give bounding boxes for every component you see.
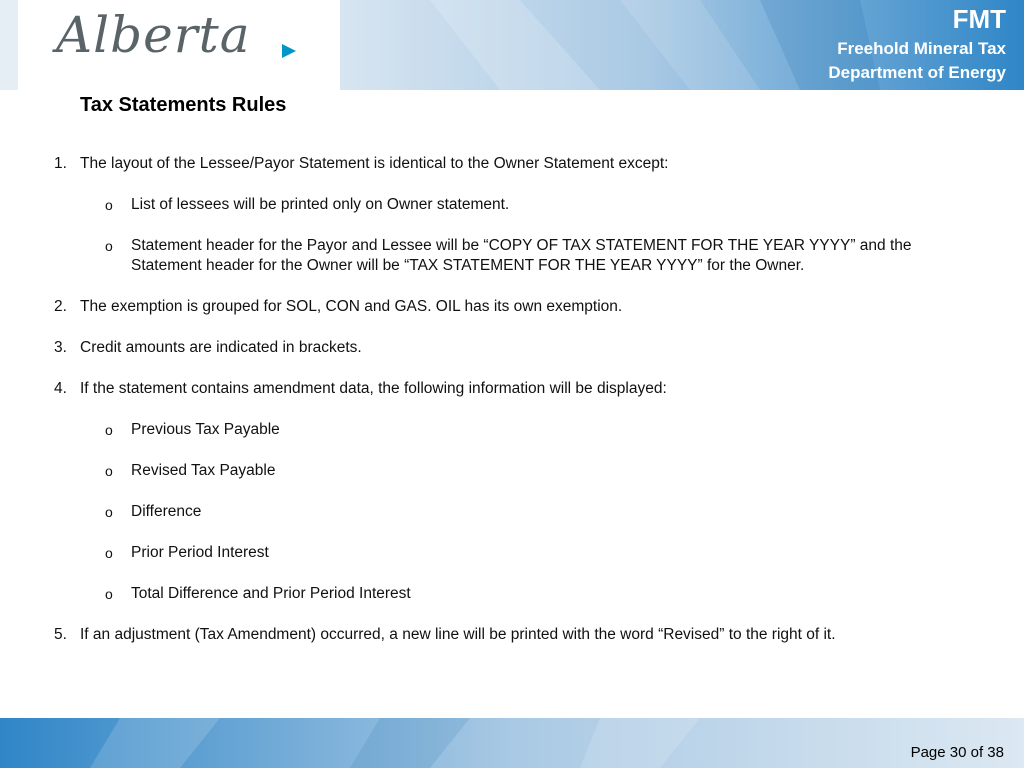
subitem-text: Difference [131,503,202,520]
bullet-icon: o [105,463,113,479]
rule-4-subitem-2 [105,461,931,481]
rule-text: The layout of the Lessee/Payor Statement is identical to the Owner Statement except: [80,155,669,172]
bullet-icon: o [105,238,113,254]
rule-1-subitem-1 [105,195,931,215]
rule-item-3 [54,338,954,358]
rule-4-subitem-4 [105,543,931,563]
fmt-subtitle-line2: Department of Energy [828,63,1006,82]
rule-text: If an adjustment (Tax Amendment) occurred, a new line will be printed with the word “Revised” to the right of it. [80,626,836,643]
page-number: Page 30 of 38 [910,744,1004,761]
rule-number: 3. [54,339,67,356]
rule-text: If the statement contains amendment data, the following information will be displayed: [80,380,667,397]
rule-item-5 [54,625,954,645]
subitem-text: Total Difference and Prior Period Interest [131,585,411,602]
fmt-title: FMT [952,4,1006,34]
bullet-icon: o [105,504,113,520]
rule-text: The exemption is grouped for SOL, CON and GAS. OIL has its own exemption. [80,298,623,315]
rule-item-4 [54,379,954,399]
rule-item-1 [54,154,954,174]
bullet-icon: o [105,586,113,602]
footer-background [0,718,1024,768]
header-banner [0,0,1024,90]
rule-number: 1. [54,155,67,172]
rule-4-subitem-5 [105,584,931,604]
footer-banner [0,718,1024,768]
rule-item-2 [54,297,954,317]
alberta-logo [18,0,340,90]
alberta-logo-mark-icon [280,42,298,60]
rules-list [54,154,954,666]
fmt-subtitle-line1: Freehold Mineral Tax [837,39,1006,58]
rule-number: 4. [54,380,67,397]
subitem-text: Statement header for the Payor and Lessee will be “COPY OF TAX STATEMENT FOR THE YEAR YYYY” and the Statement header for the Owner will be “TAX STATEMENT FOR THE YEAR YYYY” for the Owner. [131,237,912,274]
rule-number: 2. [54,298,67,315]
subitem-text: Revised Tax Payable [131,462,276,479]
bullet-icon: o [105,197,113,213]
bullet-icon: o [105,545,113,561]
rule-text: Credit amounts are indicated in brackets. [80,339,362,356]
subitem-text: List of lessees will be printed only on Owner statement. [131,196,510,213]
rule-number: 5. [54,626,67,643]
bullet-icon: o [105,422,113,438]
rule-4-subitem-3 [105,502,931,522]
subitem-text: Previous Tax Payable [131,421,280,438]
subitem-text: Prior Period Interest [131,544,269,561]
rule-1-subitem-2 [105,236,931,276]
rule-4-subitem-1 [105,420,931,440]
alberta-logo-text: Alberta [56,6,251,64]
page-title: Tax Statements Rules [80,94,287,116]
